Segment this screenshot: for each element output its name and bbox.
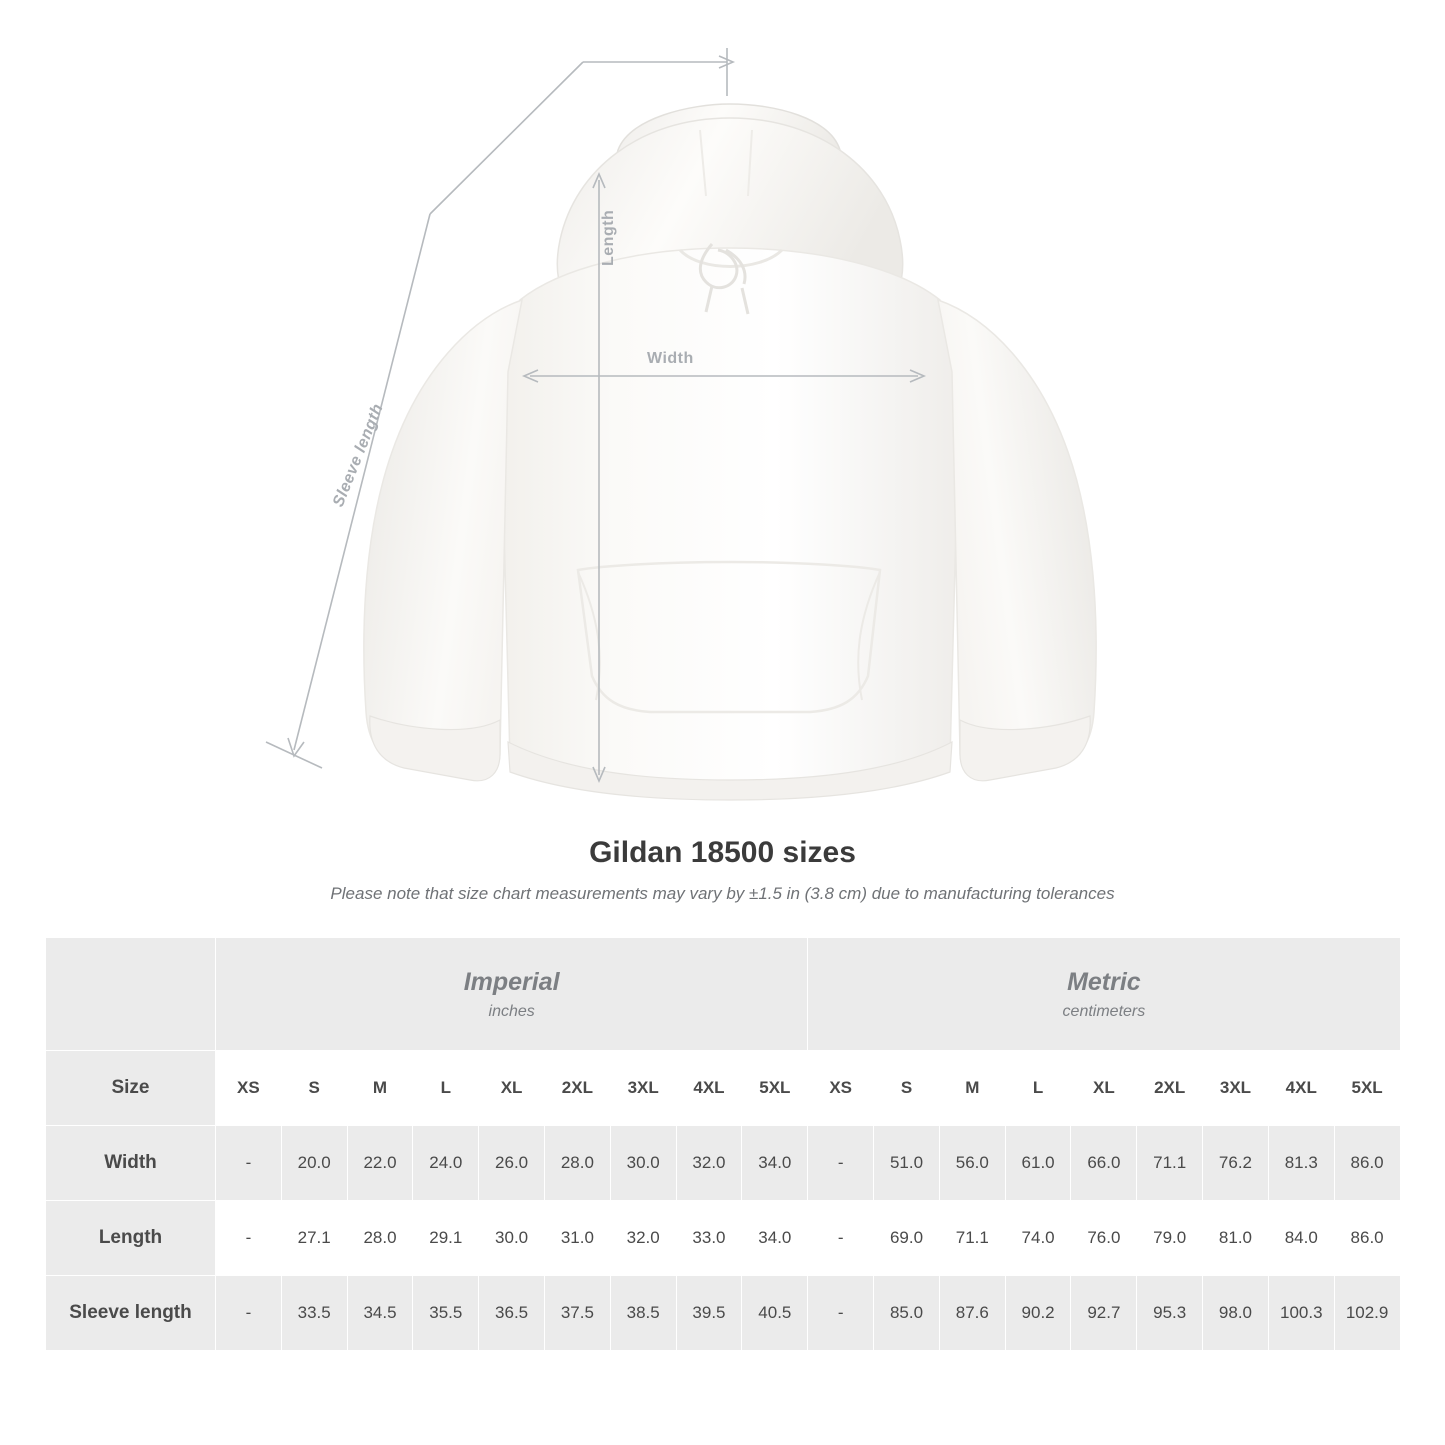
size-header-cell: XS bbox=[808, 1051, 874, 1126]
size-header-cell: 2XL bbox=[544, 1051, 610, 1126]
cell-metric: 100.3 bbox=[1268, 1276, 1334, 1351]
cell-imperial: 40.5 bbox=[742, 1276, 808, 1351]
tolerance-note: Please note that size chart measurements may vary by ±1.5 in (3.8 cm) due to manufacturing tolerances bbox=[330, 884, 1115, 903]
cell-metric: 71.1 bbox=[1137, 1126, 1203, 1201]
size-header-cell: 4XL bbox=[676, 1051, 742, 1126]
cell-metric: 84.0 bbox=[1268, 1201, 1334, 1276]
cell-metric: 98.0 bbox=[1203, 1276, 1269, 1351]
cell-metric: 86.0 bbox=[1334, 1126, 1400, 1201]
cell-metric: 102.9 bbox=[1334, 1276, 1400, 1351]
cell-imperial: 27.1 bbox=[281, 1201, 347, 1276]
row-header: Length bbox=[46, 1201, 216, 1276]
cell-imperial: 30.0 bbox=[610, 1126, 676, 1201]
cell-metric: 90.2 bbox=[1005, 1276, 1071, 1351]
cell-imperial: 34.0 bbox=[742, 1201, 808, 1276]
cell-imperial: 34.0 bbox=[742, 1126, 808, 1201]
table-row bbox=[46, 1276, 1401, 1351]
cell-metric: 69.0 bbox=[874, 1201, 940, 1276]
cell-metric: 81.0 bbox=[1203, 1201, 1269, 1276]
unit-header-row bbox=[46, 938, 1401, 1051]
cell-imperial: 20.0 bbox=[281, 1126, 347, 1201]
cell-metric: 56.0 bbox=[939, 1126, 1005, 1201]
cell-metric: 87.6 bbox=[939, 1276, 1005, 1351]
cell-metric: 76.0 bbox=[1071, 1201, 1137, 1276]
cell-metric: - bbox=[808, 1126, 874, 1201]
unit-name: Metric bbox=[1067, 968, 1141, 997]
cell-metric: 71.1 bbox=[939, 1201, 1005, 1276]
cell-imperial: 37.5 bbox=[544, 1276, 610, 1351]
size-header-cell: XS bbox=[216, 1051, 282, 1126]
unit-subtitle: inches bbox=[488, 1002, 535, 1020]
cell-imperial: 39.5 bbox=[676, 1276, 742, 1351]
cell-metric: 51.0 bbox=[874, 1126, 940, 1201]
cell-metric: - bbox=[808, 1201, 874, 1276]
title-block bbox=[0, 836, 1445, 904]
unit-name: Imperial bbox=[463, 968, 560, 997]
size-column-header: Size bbox=[46, 1051, 216, 1126]
cell-imperial: 28.0 bbox=[544, 1126, 610, 1201]
cell-metric: 81.3 bbox=[1268, 1126, 1334, 1201]
cell-imperial: 36.5 bbox=[479, 1276, 545, 1351]
size-header-cell: 3XL bbox=[610, 1051, 676, 1126]
cell-imperial: 29.1 bbox=[413, 1201, 479, 1276]
cell-imperial: 30.0 bbox=[479, 1201, 545, 1276]
size-header-cell: S bbox=[874, 1051, 940, 1126]
size-header-cell: M bbox=[347, 1051, 413, 1126]
cell-metric: 66.0 bbox=[1071, 1126, 1137, 1201]
cell-imperial: 26.0 bbox=[479, 1126, 545, 1201]
cell-imperial: 34.5 bbox=[347, 1276, 413, 1351]
cell-metric: 86.0 bbox=[1334, 1201, 1400, 1276]
page-title: Gildan 18500 sizes bbox=[589, 836, 856, 869]
size-table-wrap bbox=[45, 937, 1400, 1351]
size-header-cell: 4XL bbox=[1268, 1051, 1334, 1126]
size-header-cell: 3XL bbox=[1203, 1051, 1269, 1126]
cell-imperial: 22.0 bbox=[347, 1126, 413, 1201]
cell-metric: 95.3 bbox=[1137, 1276, 1203, 1351]
size-header-cell: S bbox=[281, 1051, 347, 1126]
cell-imperial: 33.0 bbox=[676, 1201, 742, 1276]
unit-header-metric bbox=[808, 938, 1400, 1051]
cell-metric: 76.2 bbox=[1203, 1126, 1269, 1201]
cell-imperial: 32.0 bbox=[676, 1126, 742, 1201]
label-width: Width bbox=[647, 350, 694, 367]
size-header-cell: L bbox=[413, 1051, 479, 1126]
cell-imperial: 31.0 bbox=[544, 1201, 610, 1276]
cell-metric: 92.7 bbox=[1071, 1276, 1137, 1351]
table-row bbox=[46, 1126, 1401, 1201]
cell-imperial: 32.0 bbox=[610, 1201, 676, 1276]
cell-metric: 85.0 bbox=[874, 1276, 940, 1351]
cell-metric: 79.0 bbox=[1137, 1201, 1203, 1276]
sizes-header-row bbox=[46, 1051, 1401, 1126]
cell-imperial: 38.5 bbox=[610, 1276, 676, 1351]
row-header: Width bbox=[46, 1126, 216, 1201]
cell-imperial: 24.0 bbox=[413, 1126, 479, 1201]
cell-imperial: - bbox=[216, 1201, 282, 1276]
size-header-cell: 2XL bbox=[1137, 1051, 1203, 1126]
size-table bbox=[45, 937, 1401, 1351]
label-sleeve-length: Sleeve length bbox=[330, 401, 387, 510]
size-header-cell: 5XL bbox=[742, 1051, 808, 1126]
size-header-cell: M bbox=[939, 1051, 1005, 1126]
cell-imperial: 35.5 bbox=[413, 1276, 479, 1351]
table-row bbox=[46, 1201, 1401, 1276]
cell-imperial: 28.0 bbox=[347, 1201, 413, 1276]
cell-imperial: 33.5 bbox=[281, 1276, 347, 1351]
cell-metric: - bbox=[808, 1276, 874, 1351]
cell-imperial: - bbox=[216, 1126, 282, 1201]
row-header: Sleeve length bbox=[46, 1276, 216, 1351]
size-header-cell: L bbox=[1005, 1051, 1071, 1126]
cell-metric: 61.0 bbox=[1005, 1126, 1071, 1201]
size-header-cell: 5XL bbox=[1334, 1051, 1400, 1126]
cell-metric: 74.0 bbox=[1005, 1201, 1071, 1276]
label-length: Length bbox=[600, 209, 617, 266]
cell-imperial: - bbox=[216, 1276, 282, 1351]
size-header-cell: XL bbox=[479, 1051, 545, 1126]
unit-subtitle: centimeters bbox=[1062, 1002, 1146, 1020]
unit-header-imperial bbox=[216, 938, 808, 1051]
unit-header-spacer bbox=[46, 938, 216, 1051]
size-header-cell: XL bbox=[1071, 1051, 1137, 1126]
